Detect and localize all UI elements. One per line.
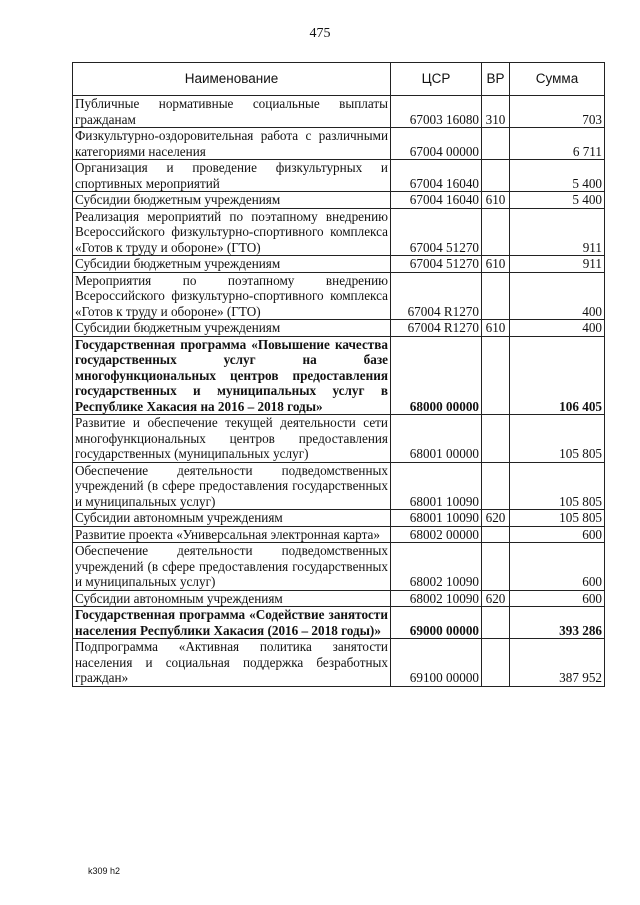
row-sum: 600	[510, 543, 605, 591]
row-vr	[482, 526, 510, 543]
row-sum: 5 400	[510, 192, 605, 209]
row-name: Субсидии бюджетным учреждениям	[73, 192, 391, 209]
header-csr: ЦСР	[391, 63, 482, 96]
row-name: Субсидии бюджетным учреждениям	[73, 320, 391, 337]
row-vr	[482, 415, 510, 463]
table-row	[73, 526, 605, 543]
table-row	[73, 510, 605, 527]
row-sum: 5 400	[510, 160, 605, 192]
row-name: Мероприятия по поэтапному внедрению Всероссийского физкультурно-спортивного комплекса «Готов к труду и обороне» (ГТО)	[73, 272, 391, 320]
row-name: Государственная программа «Содействие занятости населения Республики Хакасия (2016 – 2018 годы)»	[73, 607, 391, 639]
row-csr: 67004 R1270	[391, 272, 482, 320]
row-csr: 68002 10090	[391, 543, 482, 591]
row-csr: 67004 16040	[391, 192, 482, 209]
table-row	[73, 128, 605, 160]
table-row	[73, 160, 605, 192]
row-name: Субсидии автономным учреждениям	[73, 510, 391, 527]
row-name: Обеспечение деятельности подведомственных учреждений (в сфере предоставления государственных и муниципальных услуг)	[73, 462, 391, 510]
row-vr	[482, 543, 510, 591]
row-csr: 68001 00000	[391, 415, 482, 463]
row-vr: 610	[482, 320, 510, 337]
row-vr	[482, 160, 510, 192]
row-csr: 67004 16040	[391, 160, 482, 192]
row-vr: 620	[482, 590, 510, 607]
row-name: Государственная программа «Повышение качества государственных услуг на базе многофункциональных центров предоставления государственных и муниципальных услуг в Республике Хакасия на 2016 – 2018 годы»	[73, 336, 391, 415]
row-sum: 105 805	[510, 510, 605, 527]
row-csr: 69100 00000	[391, 639, 482, 687]
row-name: Подпрограмма «Активная политика занятости населения и социальная поддержка безработных граждан»	[73, 639, 391, 687]
row-vr	[482, 607, 510, 639]
row-vr: 310	[482, 96, 510, 128]
row-csr: 68000 00000	[391, 336, 482, 415]
row-name: Развитие и обеспечение текущей деятельности сети многофункциональных центров предоставления государственных (муниципальных услуг)	[73, 415, 391, 463]
table-row	[73, 320, 605, 337]
table-row-program	[73, 336, 605, 415]
row-name: Организация и проведение физкультурных и спортивных мероприятий	[73, 160, 391, 192]
table-row	[73, 256, 605, 273]
row-name: Обеспечение деятельности подведомственных учреждений (в сфере предоставления государственных и муниципальных услуг)	[73, 543, 391, 591]
table-row	[73, 462, 605, 510]
row-vr	[482, 639, 510, 687]
row-csr: 67004 51270	[391, 208, 482, 256]
row-sum: 911	[510, 208, 605, 256]
row-vr	[482, 336, 510, 415]
page-number: 475	[309, 26, 331, 41]
row-sum: 703	[510, 96, 605, 128]
footer-code: k309 h2	[88, 866, 121, 876]
row-csr: 68002 10090	[391, 590, 482, 607]
row-csr: 67004 00000	[391, 128, 482, 160]
row-vr	[482, 128, 510, 160]
row-sum: 105 805	[510, 415, 605, 463]
row-sum: 6 711	[510, 128, 605, 160]
row-name: Реализация мероприятий по поэтапному внедрению Всероссийского физкультурно-спортивного комплекса «Готов к труду и обороне» (ГТО)	[73, 208, 391, 256]
table-row-program	[73, 607, 605, 639]
table-row	[73, 192, 605, 209]
row-csr: 69000 00000	[391, 607, 482, 639]
row-csr: 68001 10090	[391, 462, 482, 510]
row-csr: 67003 16080	[391, 96, 482, 128]
row-csr: 68001 10090	[391, 510, 482, 527]
row-name: Развитие проекта «Универсальная электронная карта»	[73, 526, 391, 543]
row-vr: 620	[482, 510, 510, 527]
table-row	[73, 639, 605, 687]
row-csr: 67004 51270	[391, 256, 482, 273]
table-row	[73, 590, 605, 607]
row-sum: 387 952	[510, 639, 605, 687]
row-vr	[482, 462, 510, 510]
table-row	[73, 543, 605, 591]
row-sum: 106 405	[510, 336, 605, 415]
row-vr	[482, 272, 510, 320]
header-sum: Сумма	[510, 63, 605, 96]
row-sum: 400	[510, 272, 605, 320]
row-vr: 610	[482, 256, 510, 273]
row-csr: 68002 00000	[391, 526, 482, 543]
row-vr	[482, 208, 510, 256]
row-sum: 400	[510, 320, 605, 337]
table-row	[73, 415, 605, 463]
table-row	[73, 208, 605, 256]
table-header-row	[73, 63, 605, 96]
row-sum: 105 805	[510, 462, 605, 510]
row-vr: 610	[482, 192, 510, 209]
row-name: Физкультурно-оздоровительная работа с различными категориями населения	[73, 128, 391, 160]
row-sum: 600	[510, 526, 605, 543]
row-name: Публичные нормативные социальные выплаты гражданам	[73, 96, 391, 128]
row-name: Субсидии автономным учреждениям	[73, 590, 391, 607]
table-row	[73, 272, 605, 320]
header-name: Наименование	[73, 63, 391, 96]
row-csr: 67004 R1270	[391, 320, 482, 337]
table-row	[73, 96, 605, 128]
row-sum: 393 286	[510, 607, 605, 639]
budget-table	[72, 62, 605, 687]
row-sum: 600	[510, 590, 605, 607]
row-name: Субсидии бюджетным учреждениям	[73, 256, 391, 273]
row-sum: 911	[510, 256, 605, 273]
header-vr: ВР	[482, 63, 510, 96]
